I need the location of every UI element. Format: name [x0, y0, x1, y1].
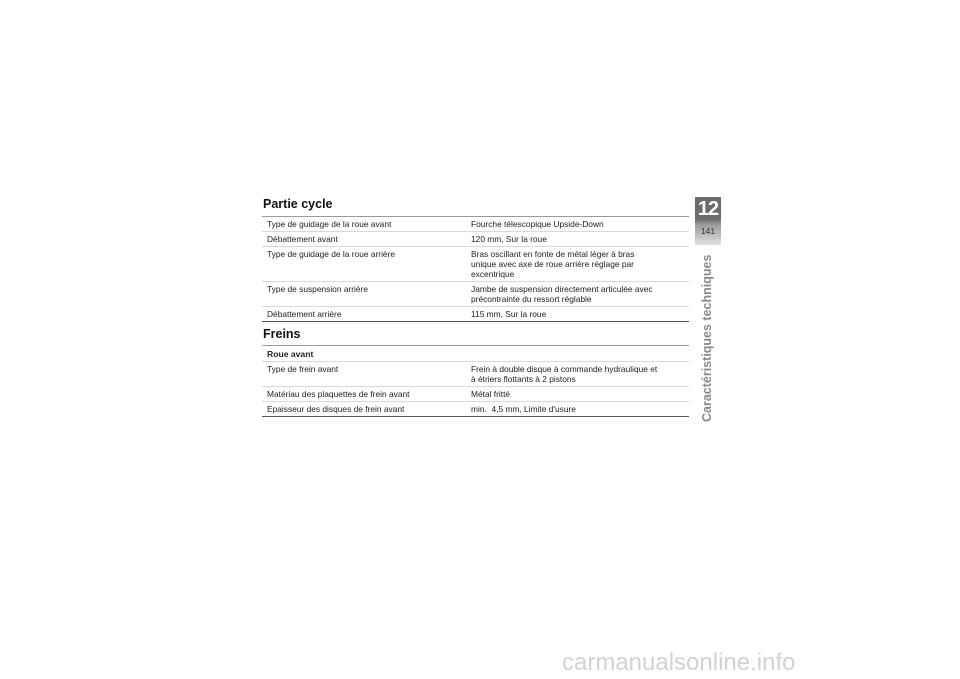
section-partie-cycle	[262, 196, 689, 322]
watermark-text: carmanualsonline.info	[562, 649, 796, 676]
row-label: Type de guidage de la roue avant	[267, 219, 392, 229]
row-label: Débattement arrière	[267, 309, 342, 319]
section-title-freins: Freins	[263, 327, 301, 341]
spec-table-freins	[262, 345, 689, 417]
spec-table-partie-cycle	[262, 216, 689, 322]
row-value: Fourche télescopique Upside-Down	[471, 219, 604, 229]
chapter-side-title: Caractéristiques techniques	[700, 254, 714, 422]
chapter-number: 12	[697, 198, 719, 220]
table-row	[262, 281, 689, 306]
row-value: 120 mm, Sur la roue	[471, 234, 547, 244]
table-row	[262, 231, 689, 246]
row-value: Bras oscillant en fonte de métal léger à bras unique avec axe de roue arrière réglage par excentrique	[471, 249, 635, 279]
row-value: min. 4,5 mm, Limite d'usure	[471, 404, 576, 414]
row-label: Matériau des plaquettes de frein avant	[267, 389, 410, 399]
row-label: Type de guidage de la roue arrière	[267, 249, 396, 259]
section-freins	[262, 326, 689, 417]
row-label: Débattement avant	[267, 234, 338, 244]
section-title-partie-cycle: Partie cycle	[263, 197, 333, 211]
row-value: Frein à double disque à commande hydraulique et à étriers flottants à 2 pistons	[471, 364, 658, 384]
row-label: Epaisseur des disques de frein avant	[267, 404, 405, 414]
table-row	[262, 217, 689, 231]
table-row	[262, 386, 689, 401]
table-row	[262, 361, 689, 386]
row-value: Jambe de suspension directement articulée avec précontrainte du ressort réglable	[471, 284, 653, 304]
subheading-roue-avant: Roue avant	[267, 349, 314, 359]
table-row	[262, 401, 689, 416]
row-label: Type de frein avant	[267, 364, 339, 374]
table-row	[262, 246, 689, 281]
table-row	[262, 306, 689, 321]
document-content	[262, 196, 689, 417]
row-value: Métal fritté	[471, 389, 511, 399]
row-label: Type de suspension arrière	[267, 284, 369, 294]
page-number: 141	[700, 226, 716, 236]
chapter-tab	[695, 197, 721, 245]
row-value: 115 mm, Sur la roue	[471, 309, 547, 319]
